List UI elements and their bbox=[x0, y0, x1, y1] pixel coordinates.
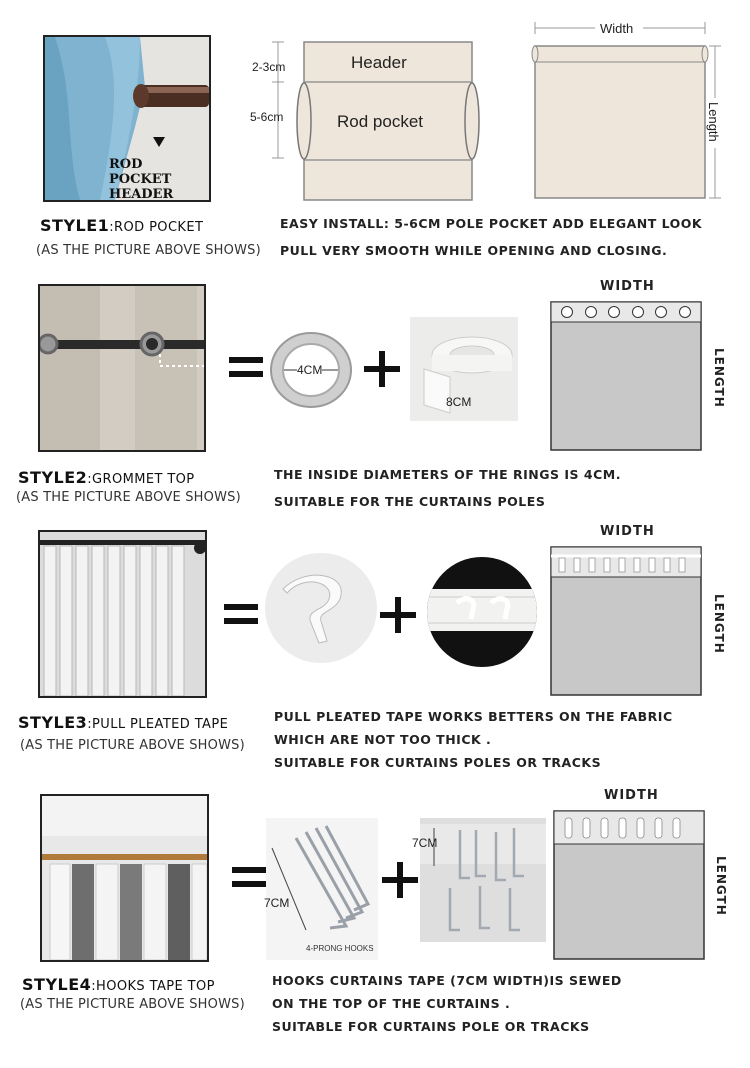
style1-desc-line1: EASY INSTALL: 5-6CM POLE POCKET ADD ELEGANT LOOK bbox=[280, 216, 703, 231]
grommet-ring bbox=[268, 330, 354, 410]
style3-title-main: STYLE3 bbox=[18, 713, 88, 732]
style2-size-diagram bbox=[550, 301, 702, 451]
style3-title bbox=[18, 713, 228, 732]
pocket-dim-label: 5-6cm bbox=[250, 110, 284, 124]
style1-photo bbox=[43, 35, 211, 202]
grommet-tape-photo bbox=[410, 317, 518, 421]
style4-desc-line1: HOOKS CURTAINS TAPE (7CM WIDTH)IS SEWED bbox=[272, 973, 622, 988]
style4-length-label: LENGTH bbox=[714, 856, 728, 916]
style3-subtitle: :PULL PLEATED TAPE bbox=[87, 717, 229, 732]
style3-size-diagram bbox=[550, 546, 702, 696]
style4-description bbox=[272, 969, 622, 1038]
style2-length-label: LENGTH bbox=[712, 348, 726, 408]
style2-description bbox=[274, 463, 621, 513]
tape-dim-label: 8CM bbox=[446, 395, 472, 409]
hook-dim-label: 7CM bbox=[264, 896, 290, 910]
style3-desc-line2: WHICH ARE NOT TOO THICK . bbox=[274, 732, 492, 747]
style1-size-diagram bbox=[525, 18, 735, 208]
style3-desc-line1: PULL PLEATED TAPE WORKS BETTERS ON THE FABRIC bbox=[274, 709, 673, 724]
grommet-photo-illustration bbox=[40, 286, 204, 450]
ring-dim-label: 4CM bbox=[297, 363, 323, 377]
style2-subtitle: :GROMMET TOP bbox=[87, 472, 195, 487]
length-label: Length bbox=[706, 102, 721, 142]
style2-photo bbox=[38, 284, 206, 452]
pleat-tape-photo bbox=[427, 557, 537, 667]
pleated-photo-illustration bbox=[40, 532, 205, 696]
style2-title bbox=[18, 468, 195, 487]
style3-photo bbox=[38, 530, 207, 698]
hook-tape-photo bbox=[412, 818, 546, 942]
style1-title-main: STYLE1 bbox=[40, 216, 110, 235]
style1-description bbox=[280, 212, 702, 262]
style4-title-main: STYLE4 bbox=[22, 975, 92, 994]
style3-description bbox=[274, 705, 673, 774]
rod-pocket-diagram bbox=[248, 30, 488, 210]
hook-caption: 4-PRONG HOOKS bbox=[306, 944, 374, 953]
style4-width-label: WIDTH bbox=[604, 788, 659, 803]
rod-pocket-label: Rod pocket bbox=[337, 112, 423, 131]
style1-subtitle: :ROD POCKET bbox=[109, 220, 204, 235]
header-dim-label: 2-3cm bbox=[252, 60, 286, 74]
plus-sign-4 bbox=[382, 862, 418, 898]
style1-note: (AS THE PICTURE ABOVE SHOWS) bbox=[36, 243, 261, 258]
style3-note: (AS THE PICTURE ABOVE SHOWS) bbox=[20, 738, 245, 753]
style3-width-label: WIDTH bbox=[600, 524, 655, 539]
prong-hooks-photo bbox=[266, 818, 378, 960]
equals-sign-4 bbox=[232, 867, 266, 887]
style2-width-label: WIDTH bbox=[600, 279, 655, 294]
equals-sign-3 bbox=[224, 604, 258, 624]
style4-title bbox=[22, 975, 215, 994]
plus-sign-2 bbox=[364, 351, 400, 387]
tape-dim-label-4: 7CM bbox=[412, 836, 438, 850]
width-label: Width bbox=[600, 21, 634, 36]
style4-size-diagram bbox=[553, 810, 705, 960]
style2-desc-line2: SUITABLE FOR THE CURTAINS POLES bbox=[274, 494, 546, 509]
style4-desc-line2: ON THE TOP OF THE CURTAINS . bbox=[272, 996, 511, 1011]
style2-note: (AS THE PICTURE ABOVE SHOWS) bbox=[16, 490, 241, 505]
plus-sign-3 bbox=[380, 597, 416, 633]
rod-pocket-photo-label bbox=[109, 157, 209, 202]
style4-desc-line3: SUITABLE FOR CURTAINS POLE OR TRACKS bbox=[272, 1019, 590, 1034]
style1-title bbox=[40, 216, 203, 235]
style1-desc-line2: PULL VERY SMOOTH WHILE OPENING AND CLOSING. bbox=[280, 243, 668, 258]
equals-sign-2 bbox=[229, 357, 263, 377]
style2-desc-line1: THE INSIDE DIAMETERS OF THE RINGS IS 4CM. bbox=[274, 467, 621, 482]
header-label: Header bbox=[351, 53, 407, 72]
style3-length-label: LENGTH bbox=[712, 594, 726, 654]
style4-note: (AS THE PICTURE ABOVE SHOWS) bbox=[20, 997, 245, 1012]
style3-desc-line3: SUITABLE FOR CURTAINS POLES OR TRACKS bbox=[274, 755, 602, 770]
style4-subtitle: :HOOKS TAPE TOP bbox=[91, 979, 215, 994]
pleat-hook-photo bbox=[265, 553, 377, 663]
style2-title-main: STYLE2 bbox=[18, 468, 88, 487]
style4-photo bbox=[40, 794, 209, 962]
hooks-photo-illustration bbox=[42, 796, 207, 960]
rod-pocket-label-line1: ROD POCKET bbox=[109, 157, 172, 187]
rod-pocket-label-line2: HEADER bbox=[109, 187, 174, 202]
